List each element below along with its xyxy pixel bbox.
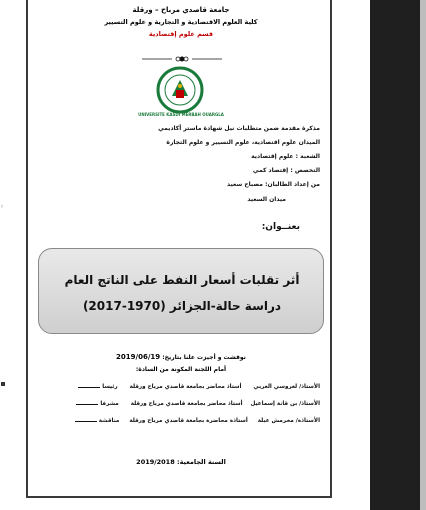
jury-row-3 <box>75 418 320 424</box>
title-label: بعنــوان: <box>261 222 300 232</box>
thesis-title-line-1: أثر تقلبات أسعار النفط على الناتج العام <box>64 273 300 287</box>
defense-date: 2019/06/19 <box>116 353 161 361</box>
jury-rank: أستاذة محاضرة بجامعة قاصدي مرباح ورقلة <box>129 418 248 424</box>
defense-date-label: نوقشت و أجيزت علنا بتاريخ: <box>162 354 246 361</box>
prepared-by: من إعداد الطالبان: مصباح سعيد <box>227 181 320 188</box>
thesis-title-box <box>38 248 324 334</box>
jury-role: مناقشة <box>98 418 120 424</box>
specialty: التخصص : إقتصاد كمي <box>252 167 320 174</box>
jury-rank: أستاذ محاضر بجامعة قاصدي مرباح ورقلة <box>130 401 243 407</box>
jury-role: مشرفا <box>100 401 119 407</box>
jury-underline <box>78 386 100 388</box>
jury-name: الأستاذ/ بن قانة إسماعيل <box>250 401 320 407</box>
jury-row-1 <box>78 384 320 390</box>
page-margin-mark: ◦ <box>0 203 5 211</box>
academic-year: السنة الجامعية: 2019/2018 <box>136 458 226 466</box>
jury-rank: أستاذ محاضر بجامعة قاصدي مرباح ورقلة <box>129 384 242 390</box>
jury-name: الأستاذ/ لعروسي العربي <box>253 384 320 390</box>
logo-caption: UNIVERSITE KASDI MERBAH OUARGLA <box>138 112 224 117</box>
branch: الشعبة : علوم إقتصادية <box>251 153 320 160</box>
second-student: ميدان السعيد <box>247 196 286 203</box>
ornament-divider <box>142 56 222 62</box>
page-margin-dot <box>1 382 5 386</box>
jury-name: الأستاذة/ مخرمش عبلة <box>257 418 320 424</box>
defense-date-line <box>22 353 340 361</box>
scrollbar[interactable] <box>420 0 426 510</box>
jury-underline <box>76 403 98 405</box>
side-panel <box>370 0 426 510</box>
jury-row-2 <box>76 401 320 407</box>
university-name: جامعة قاصدي مرباح – ورقلة <box>132 6 230 14</box>
jury-role: رئيسا <box>102 384 118 390</box>
faculty-name: كلية العلوم الاقتصادية و التجارية و علوم التسيير <box>104 18 258 26</box>
jury-underline <box>75 420 97 422</box>
committee-label: أمام اللجنة المكونة من السادة: <box>135 366 227 373</box>
document-page <box>22 0 340 506</box>
department-name: قسم علوم إقتصادية <box>148 30 214 38</box>
thesis-title-line-2: دراسة حالة-الجزائر (1970-2017) <box>82 299 282 313</box>
memo-description: مذكرة مقدمة ضمن متطلبات نيل شهادة ماستر أكاديمي <box>158 125 320 132</box>
university-logo <box>156 66 204 114</box>
field: الميدان علوم اقتصادية، علوم التسيير و علوم التجارة <box>166 139 320 146</box>
